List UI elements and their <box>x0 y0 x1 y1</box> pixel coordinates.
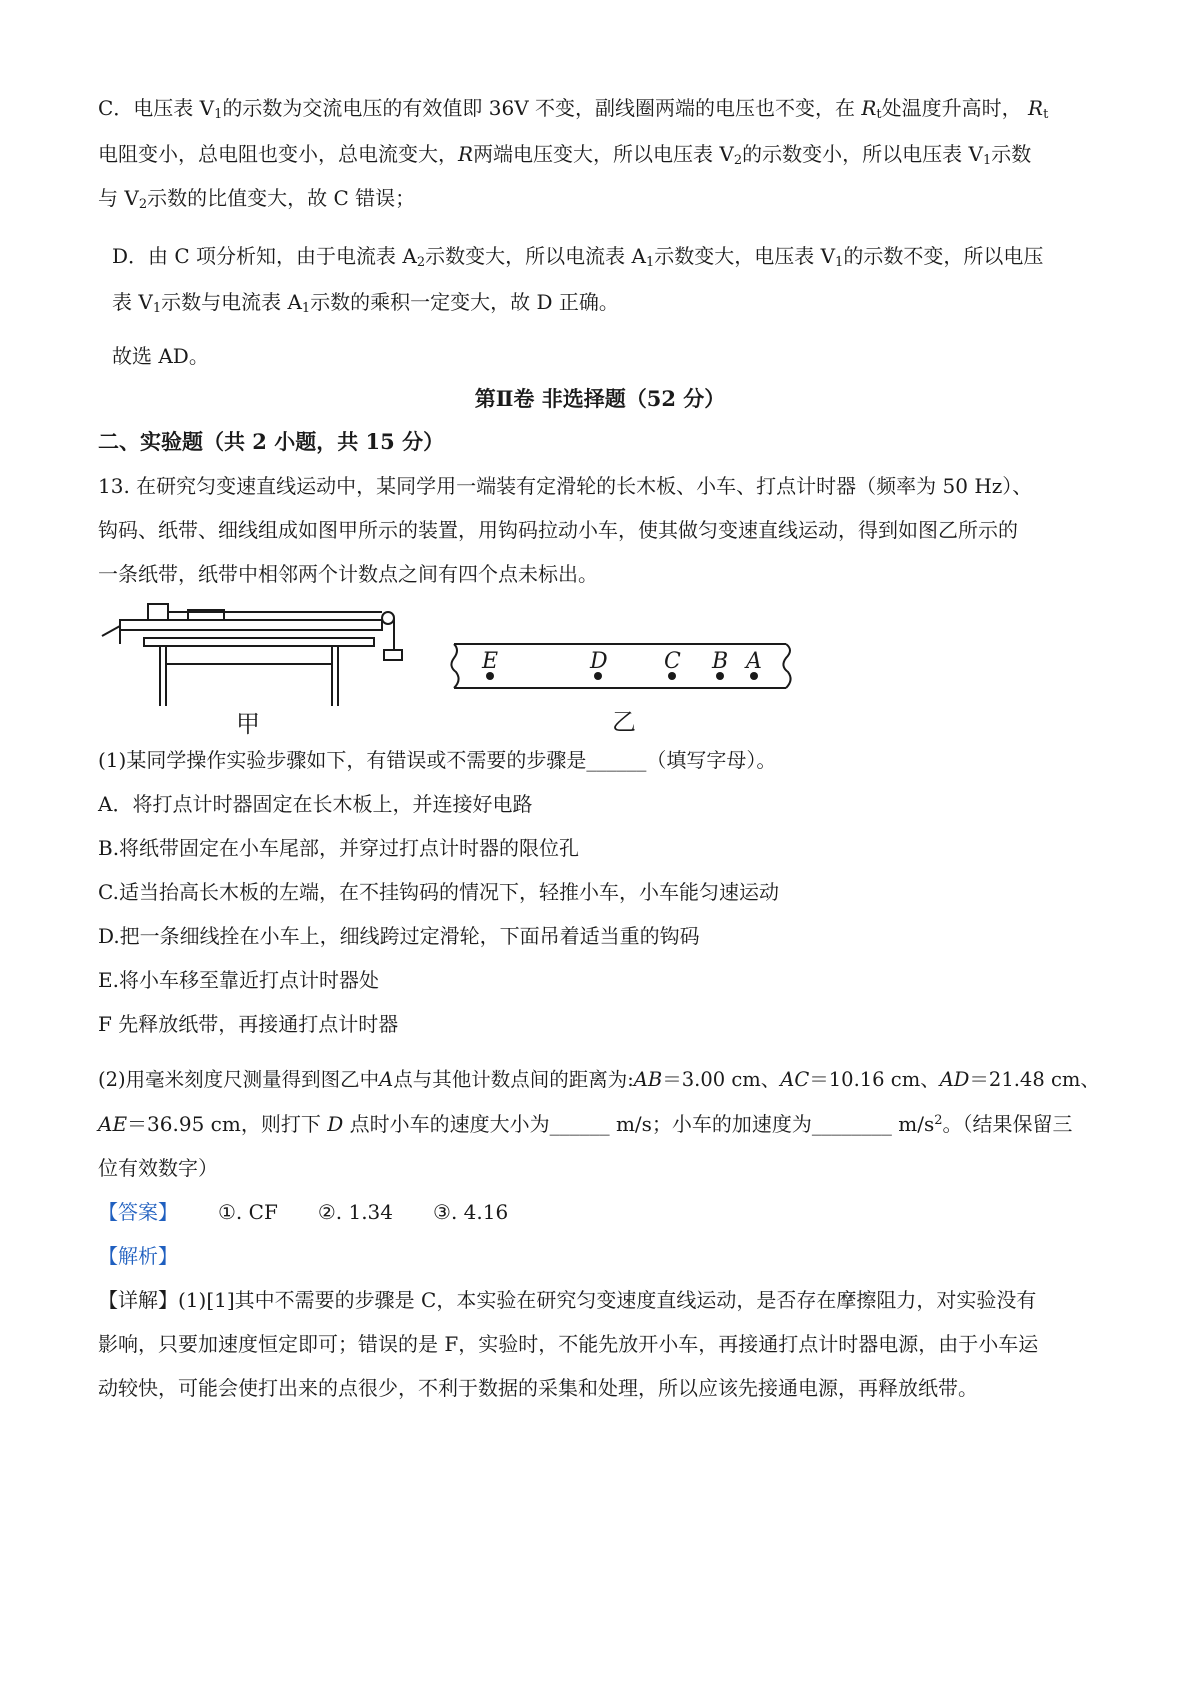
tape-label-c: C <box>664 649 681 674</box>
table-top <box>144 638 374 646</box>
option-c-line-1: C．电压表 $V_1$的示数为交流电压的有效值即 36V 不变，副线圈两端的电压也不变，在 $R_t$处温度升高时， $R_t$ <box>98 96 1049 122</box>
pulley <box>382 612 394 624</box>
answer-line <box>98 1198 508 1226</box>
question-line-1: 13. 在研究匀变速直线运动中，某同学用一端装有定滑轮的长木板、小车、打点计时器（频率为 50 Hz）、 <box>98 474 1033 498</box>
section-title: 二、实验题（共 2 小题，共 15 分） <box>98 429 445 454</box>
answer-2: ②. 1.34 <box>317 1200 394 1224</box>
option-d-line-2: 表 $V_1$示数与电流表 $A_1$示数的乘积一定变大，故 D 正确。 <box>112 290 619 316</box>
apparatus-figure <box>100 598 410 743</box>
detail-line-1: 【详解】(1)[1]其中不需要的步骤是 C，本实验在研究匀变速度直线运动，是否存在摩擦阻力，对实验没有 <box>98 1288 1037 1312</box>
hook-weight <box>384 650 402 660</box>
question-line-2: 钩码、纸带、细线组成如图甲所示的装置，用钩码拉动小车，使其做匀变速直线运动，得到如图乙所示的 <box>98 518 1018 542</box>
tape-label-e: E <box>482 649 499 674</box>
analysis-tag: 【解析】 <box>98 1244 178 1268</box>
tape-label-a: A <box>746 649 762 674</box>
step-e: E.将小车移至靠近打点计时器处 <box>98 968 379 992</box>
option-c-line-3: 与 $V_2$示数的比值变大，故 C 错误； <box>98 186 416 212</box>
tape-right-tear <box>783 644 790 688</box>
answer-3: ③. 4.16 <box>433 1200 509 1224</box>
answer-1: ①. CF <box>218 1200 278 1224</box>
sub2-line-1: (2)用毫米刻度尺测量得到图乙中A点与其他计数点间的距离为:AB＝3.00 cm、AC＝10.16 cm、AD＝21.48 cm、 <box>98 1068 1100 1091</box>
sub2-line-3: 位有效数字） <box>98 1156 218 1180</box>
detail-tag: 【详解】 <box>98 1288 178 1312</box>
step-f: F 先释放纸带，再接通打点计时器 <box>98 1012 399 1036</box>
option-c-line-2: 电阻变小，总电阻也变小，总电流变大，R两端电压变大，所以电压表 $V_2$的示数变小，所以电压表 $V_1$示数 <box>98 142 1032 168</box>
sub2-line-2: AE＝36.95 cm，则打下 D 点时小车的速度大小为______ m/s；小车的加速度为________ $m/s^2$。（结果保留三 <box>98 1112 1073 1136</box>
answer-tag: 【答案】 <box>98 1200 178 1224</box>
step-a: A．将打点计时器固定在长木板上，并连接好电路 <box>98 792 533 816</box>
timer-box <box>148 604 168 620</box>
paper-tape-tail <box>102 626 120 636</box>
choice-line: 故选 AD。 <box>112 344 209 368</box>
long-board <box>120 620 382 630</box>
tape-label-d: D <box>590 649 608 674</box>
figure-caption-right: 乙 <box>612 708 636 736</box>
part-title: 第Ⅱ卷 非选择题（52 分） <box>474 386 726 411</box>
step-b: B.将纸带固定在小车尾部，并穿过打点计时器的限位孔 <box>98 836 580 860</box>
detail-line-3: 动较快，可能会使打出来的点很少，不利于数据的采集和处理，所以应该先接通电源，再释放纸带。 <box>98 1376 978 1400</box>
tape-label-b: B <box>712 649 729 674</box>
sub1-prompt: (1)某同学操作实验步骤如下，有错误或不需要的步骤是______（填写字母）。 <box>98 748 777 772</box>
detail-line-2: 影响，只要加速度恒定即可；错误的是 F，实验时，不能先放开小车，再接通打点计时器电源，由于小车运 <box>98 1332 1039 1356</box>
option-d-line-1: D．由 C 项分析知，由于电流表 $A_2$示数变大，所以电流表 $A_1$示数变大，电压表 $V_1$的示数不变，所以电压 <box>112 244 1044 270</box>
tape-left-tear <box>451 644 458 688</box>
paper-tape-figure <box>450 640 800 740</box>
step-d: D.把一条细线拴在小车上，细线跨过定滑轮，下面吊着适当重的钩码 <box>98 924 700 948</box>
step-c: C.适当抬高长木板的左端，在不挂钩码的情况下，轻推小车，小车能匀速运动 <box>98 880 779 904</box>
question-line-3: 一条纸带，纸带中相邻两个计数点之间有四个点未标出。 <box>98 562 598 586</box>
figure-caption-left: 甲 <box>236 710 260 738</box>
